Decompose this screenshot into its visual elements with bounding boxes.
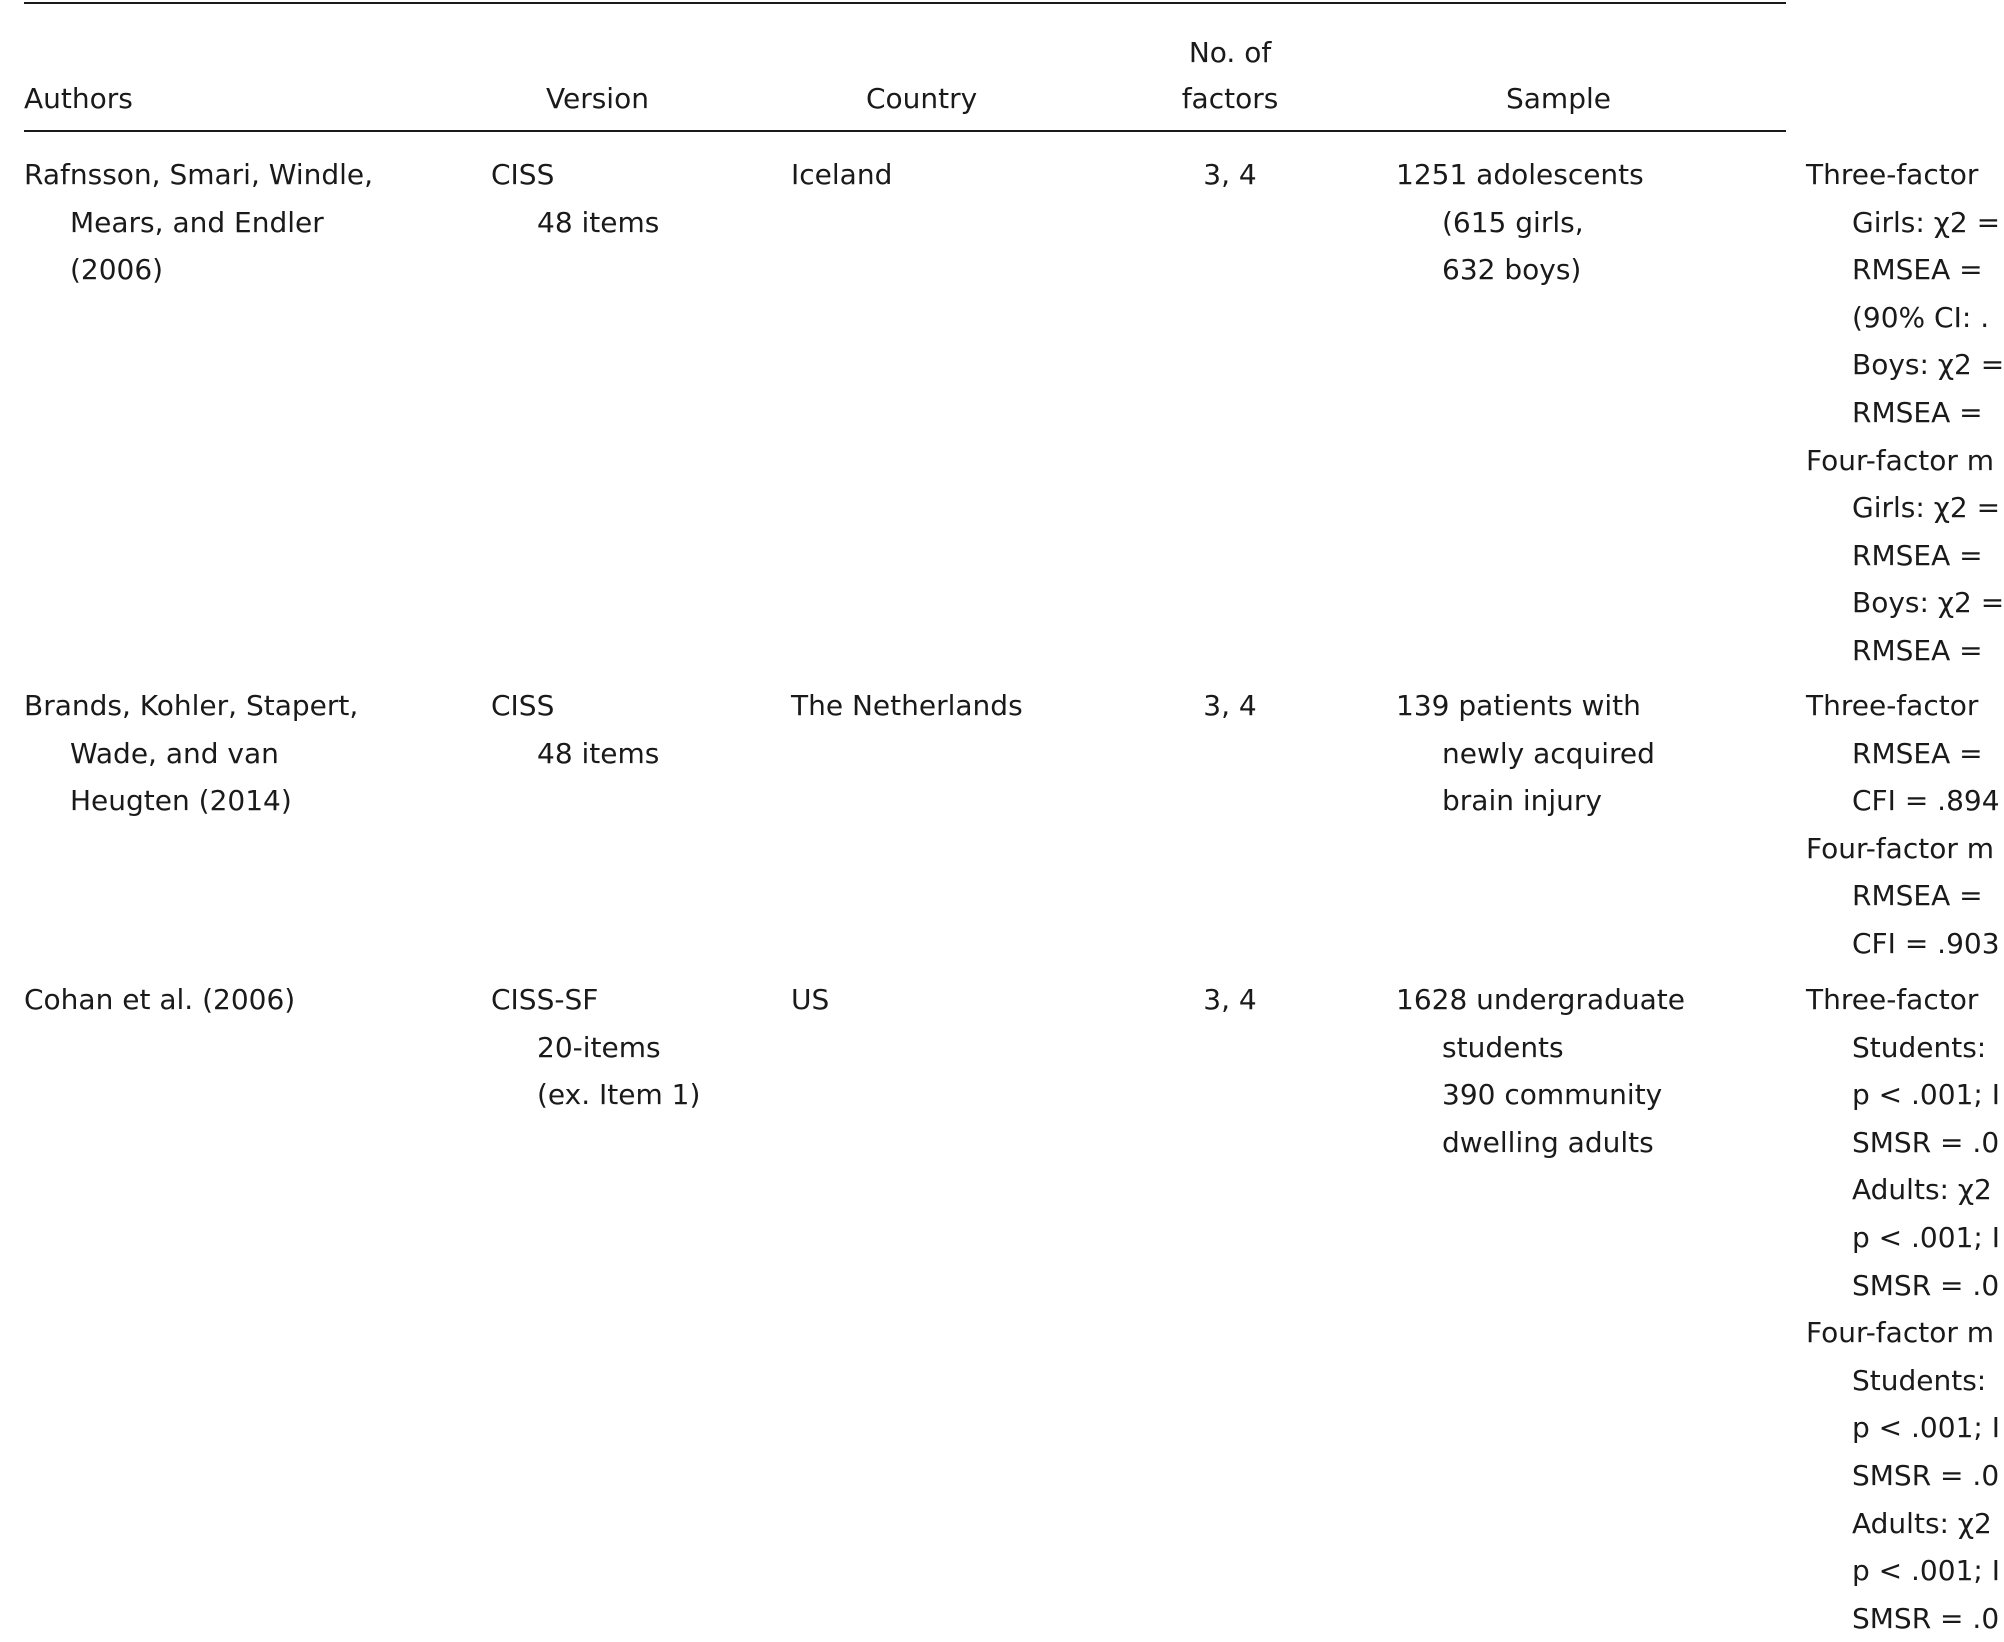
cell-sample-line: 632 boys)	[1442, 253, 1582, 287]
cell-country: US	[791, 983, 830, 1016]
cell-results-line: p < .001; I	[1852, 1078, 2000, 1112]
cell-sample	[1396, 976, 1685, 1166]
cell-sample-line: 1251 adolescents	[1396, 158, 1644, 191]
cell-sample-line: newly acquired	[1442, 736, 1655, 770]
cell-authors-line: Wade, and van	[70, 736, 279, 770]
cell-sample	[1396, 682, 1655, 825]
cell-sample-line: 390 community	[1442, 1078, 1663, 1112]
cell-results-line: Adults: χ2	[1852, 1506, 1992, 1540]
header-bottom-rule	[24, 130, 1786, 132]
column-header-version-label: Version	[546, 82, 649, 115]
cell-results-line: RMSEA =	[1852, 736, 1983, 770]
column-header-version	[546, 22, 649, 126]
cell-results-line: SMSR = .0	[1852, 1601, 2000, 1635]
cell-authors-line: Brands, Kohler, Stapert,	[24, 689, 359, 722]
cell-version	[491, 682, 659, 777]
cell-version-line: 48 items	[537, 205, 660, 239]
cell-authors	[24, 151, 373, 294]
table-top-rule	[24, 2, 1786, 4]
cell-results	[1806, 682, 2000, 968]
column-header-country-label: Country	[866, 82, 978, 115]
cell-results-line: Girls: χ2 =	[1852, 491, 2001, 525]
cell-results-line: Boys: χ2 =	[1852, 348, 2004, 382]
cell-results-line: SMSR = .0	[1852, 1268, 2000, 1302]
cell-version-line: (ex. Item 1)	[537, 1078, 701, 1112]
cell-version-line: CISS-SF	[491, 983, 599, 1016]
cell-country: Iceland	[791, 158, 893, 191]
cell-authors-line: Heugten (2014)	[70, 784, 292, 818]
cell-results-line: Four-factor m	[1806, 831, 1995, 865]
cell-factors: 3, 4	[1203, 158, 1257, 191]
column-header-sample-label: Sample	[1506, 82, 1611, 115]
column-header-factors	[1175, 22, 1285, 126]
cell-results	[1806, 976, 2000, 1642]
cell-results-line: Three-factor	[1806, 158, 1979, 191]
cell-authors-line: Rafnsson, Smari, Windle,	[24, 158, 374, 191]
column-header-authors	[24, 22, 133, 126]
column-header-factors-line1: No. of	[1188, 36, 1272, 69]
cell-sample-line: dwelling adults	[1442, 1125, 1654, 1159]
cell-results-line: p < .001; I	[1852, 1554, 2000, 1588]
cell-results-line: Girls: χ2 =	[1852, 205, 2001, 239]
cell-authors	[24, 682, 358, 825]
cell-results-line: SMSR = .0	[1852, 1458, 2000, 1492]
cell-results-line: SMSR = .0	[1852, 1125, 2000, 1159]
column-header-sample	[1506, 22, 1611, 126]
cell-version-line: 20-items	[537, 1030, 661, 1064]
cell-sample-line: 1628 undergraduate	[1396, 983, 1685, 1016]
cell-country: The Netherlands	[791, 689, 1023, 722]
cell-results-line: Four-factor m	[1806, 443, 1995, 477]
cell-results-line: (90% CI: .	[1852, 300, 1990, 334]
cell-sample-line: students	[1442, 1030, 1564, 1064]
column-header-factors-line2: factors	[1181, 82, 1279, 115]
cell-results-line: Boys: χ2 =	[1852, 586, 2004, 620]
cell-results-line: RMSEA =	[1852, 253, 1983, 287]
cell-results-line: p < .001; I	[1852, 1411, 2000, 1445]
cell-results	[1806, 151, 2004, 675]
cell-version	[491, 151, 659, 246]
cell-results-line: p < .001; I	[1852, 1220, 2000, 1254]
cell-results-line: RMSEA =	[1852, 879, 1983, 913]
cell-factors: 3, 4	[1203, 689, 1257, 722]
cell-results-line: Four-factor m	[1806, 1316, 1995, 1350]
cell-results-line: RMSEA =	[1852, 633, 1983, 667]
cell-authors	[24, 976, 295, 1024]
column-header-authors-label: Authors	[24, 82, 133, 115]
cell-results-line: RMSEA =	[1852, 538, 1983, 572]
cell-sample-line: 139 patients with	[1396, 689, 1641, 722]
cell-results-line: CFI = .903	[1852, 926, 2000, 960]
cell-sample-line: brain injury	[1442, 784, 1603, 818]
cell-results-line: Three-factor	[1806, 983, 1979, 1016]
cell-sample-line: (615 girls,	[1442, 205, 1584, 239]
cell-results-line: Students:	[1852, 1030, 1987, 1064]
cell-results-line: CFI = .894	[1852, 784, 2000, 818]
cell-version-line: CISS	[491, 158, 555, 191]
cell-authors-line: (2006)	[70, 253, 164, 287]
cell-version-line: 48 items	[537, 736, 660, 770]
cell-results-line: Three-factor	[1806, 689, 1979, 722]
cell-results-line: Adults: χ2	[1852, 1173, 1992, 1207]
cell-results-line: RMSEA =	[1852, 395, 1983, 429]
cell-sample	[1396, 151, 1644, 294]
cell-version-line: CISS	[491, 689, 555, 722]
column-header-country	[866, 22, 977, 126]
cell-version	[491, 976, 700, 1119]
cell-results-line: Students:	[1852, 1363, 1987, 1397]
cell-authors-line: Cohan et al. (2006)	[24, 983, 296, 1016]
cell-authors-line: Mears, and Endler	[70, 205, 324, 239]
cell-factors: 3, 4	[1203, 983, 1257, 1016]
